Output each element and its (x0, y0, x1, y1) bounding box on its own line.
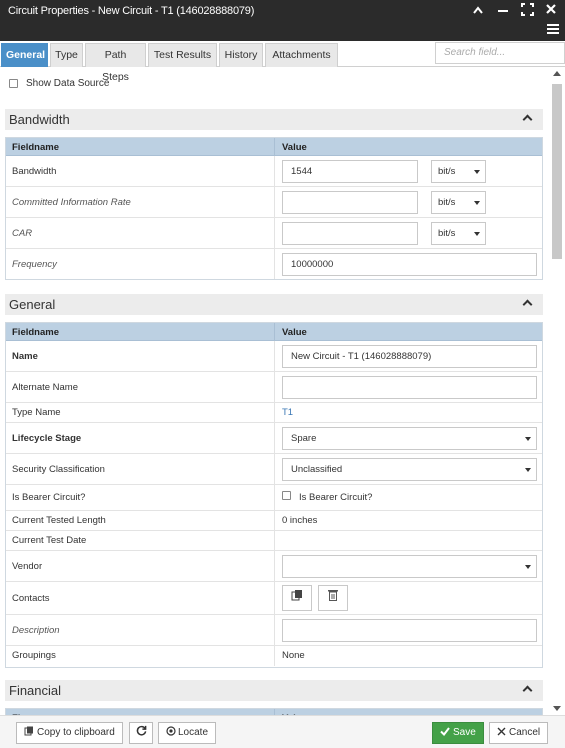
section-general-header[interactable] (5, 294, 543, 315)
dropdown-caret-icon (525, 437, 531, 441)
cir-input[interactable] (282, 191, 418, 214)
field-label: CAR (12, 228, 33, 239)
collapse-chevron-icon[interactable] (523, 115, 533, 125)
table-row (6, 403, 542, 423)
trash-icon (328, 589, 338, 601)
scroll-up-arrow-icon[interactable] (553, 71, 561, 76)
copy-to-clipboard-button[interactable]: Copy to clipboard (16, 722, 123, 744)
hamburger-menu-icon[interactable] (547, 24, 559, 36)
table-row (6, 582, 542, 615)
security-classification-select[interactable]: Unclassified (282, 458, 537, 481)
search-field[interactable]: Search field... (435, 42, 565, 64)
name-input[interactable]: New Circuit - T1 (146028888079) (282, 345, 537, 368)
table-row (6, 156, 542, 187)
delete-contact-button[interactable] (318, 585, 348, 611)
collapse-up-icon[interactable] (470, 4, 486, 18)
table-row (6, 454, 542, 485)
cancel-button[interactable]: Cancel (489, 722, 548, 744)
refresh-button[interactable] (129, 722, 153, 744)
groupings-value: None (282, 650, 305, 661)
vertical-scrollbar[interactable] (549, 67, 565, 715)
section-title: General (9, 297, 56, 312)
table-row (6, 551, 542, 582)
field-label: Name (12, 351, 38, 362)
field-label: Groupings (12, 650, 56, 661)
lifecycle-stage-select[interactable]: Spare (282, 427, 537, 450)
frequency-input[interactable]: 10000000 (282, 253, 537, 276)
table-row (6, 341, 542, 372)
save-button[interactable]: Save (432, 722, 484, 744)
bandwidth-input[interactable]: 1544 (282, 160, 418, 183)
table-row (6, 511, 542, 531)
close-icon[interactable] (543, 4, 559, 18)
grid-header (6, 323, 542, 341)
description-input[interactable] (282, 619, 537, 642)
vendor-select[interactable] (282, 555, 537, 578)
table-row (6, 646, 542, 666)
table-row (6, 187, 542, 218)
locate-button[interactable]: Locate (158, 722, 216, 744)
dropdown-caret-icon (474, 232, 480, 236)
bearer-circuit-checkbox[interactable] (282, 491, 291, 500)
section-title: Financial (9, 683, 62, 698)
properties-content (0, 67, 548, 715)
type-name-link[interactable]: T1 (282, 407, 294, 418)
value-header: Value (282, 327, 307, 338)
collapse-chevron-icon[interactable] (523, 300, 533, 310)
field-label: Current Tested Length (12, 515, 106, 526)
tab-test-results[interactable]: Test Results (148, 43, 217, 67)
table-row (6, 531, 542, 551)
tab-history[interactable]: History (219, 43, 263, 67)
show-data-source-label: Show Data Source (26, 78, 110, 89)
table-row (6, 423, 542, 454)
dropdown-caret-icon (474, 201, 480, 205)
cir-unit-select[interactable]: bit/s (431, 191, 486, 214)
locate-icon (166, 726, 176, 736)
section-title: Bandwidth (9, 112, 70, 127)
copy-contact-icon (291, 589, 303, 601)
show-data-source-checkbox[interactable] (9, 79, 18, 88)
field-label: Description (12, 625, 60, 636)
maximize-icon[interactable] (519, 4, 535, 18)
car-input[interactable] (282, 222, 418, 245)
value-header: Value (282, 142, 307, 153)
tab-attachments[interactable]: Attachments (265, 43, 338, 67)
section-bandwidth-header[interactable] (5, 109, 543, 130)
field-label: Vendor (12, 561, 43, 572)
dialog-footer (0, 715, 565, 748)
scroll-down-arrow-icon[interactable] (553, 706, 561, 711)
fieldname-header: Fieldname (12, 142, 59, 153)
field-label: Is Bearer Circuit? (12, 492, 86, 503)
tab-path-steps[interactable]: Path Steps (85, 43, 146, 67)
dropdown-caret-icon (474, 170, 480, 174)
field-label: Frequency (12, 259, 57, 270)
grid-header (6, 138, 542, 156)
table-row (6, 485, 542, 511)
fieldname-header: Fieldname (12, 327, 59, 338)
collapse-chevron-icon[interactable] (523, 686, 533, 696)
alternate-name-input[interactable] (282, 376, 537, 399)
bandwidth-unit-select[interactable]: bit/s (431, 160, 486, 183)
checkmark-icon (440, 727, 450, 736)
section-financial-header[interactable] (5, 680, 543, 701)
table-row (6, 615, 542, 646)
bandwidth-grid (5, 137, 543, 280)
bearer-circuit-label: Is Bearer Circuit? (299, 492, 373, 503)
minimize-icon[interactable] (495, 4, 511, 18)
field-label: Alternate Name (12, 382, 79, 393)
field-label: Lifecycle Stage (12, 433, 82, 444)
field-label: Contacts (12, 593, 50, 604)
dropdown-caret-icon (525, 565, 531, 569)
window-title: Circuit Properties - New Circuit - T1 (146028888079) (8, 5, 255, 17)
tab-general[interactable]: General (1, 43, 48, 67)
refresh-icon (136, 725, 147, 736)
field-label: Committed Information Rate (12, 197, 131, 208)
add-contact-button[interactable] (282, 585, 312, 611)
scrollbar-thumb[interactable] (552, 84, 562, 259)
field-label: Security Classification (12, 464, 105, 475)
table-row (6, 249, 542, 279)
field-label: Type Name (12, 407, 61, 418)
clipboard-icon (24, 726, 34, 736)
dropdown-caret-icon (525, 468, 531, 472)
general-grid (5, 322, 543, 668)
close-icon (497, 727, 506, 736)
title-bar (0, 0, 565, 41)
car-unit-select[interactable]: bit/s (431, 222, 486, 245)
field-label: Current Test Date (12, 535, 87, 546)
table-row (6, 372, 542, 403)
tested-length-value: 0 inches (282, 515, 318, 526)
field-label: Bandwidth (12, 166, 57, 177)
table-row (6, 218, 542, 249)
tab-type[interactable]: Type (50, 43, 83, 67)
show-data-source[interactable] (9, 78, 110, 90)
